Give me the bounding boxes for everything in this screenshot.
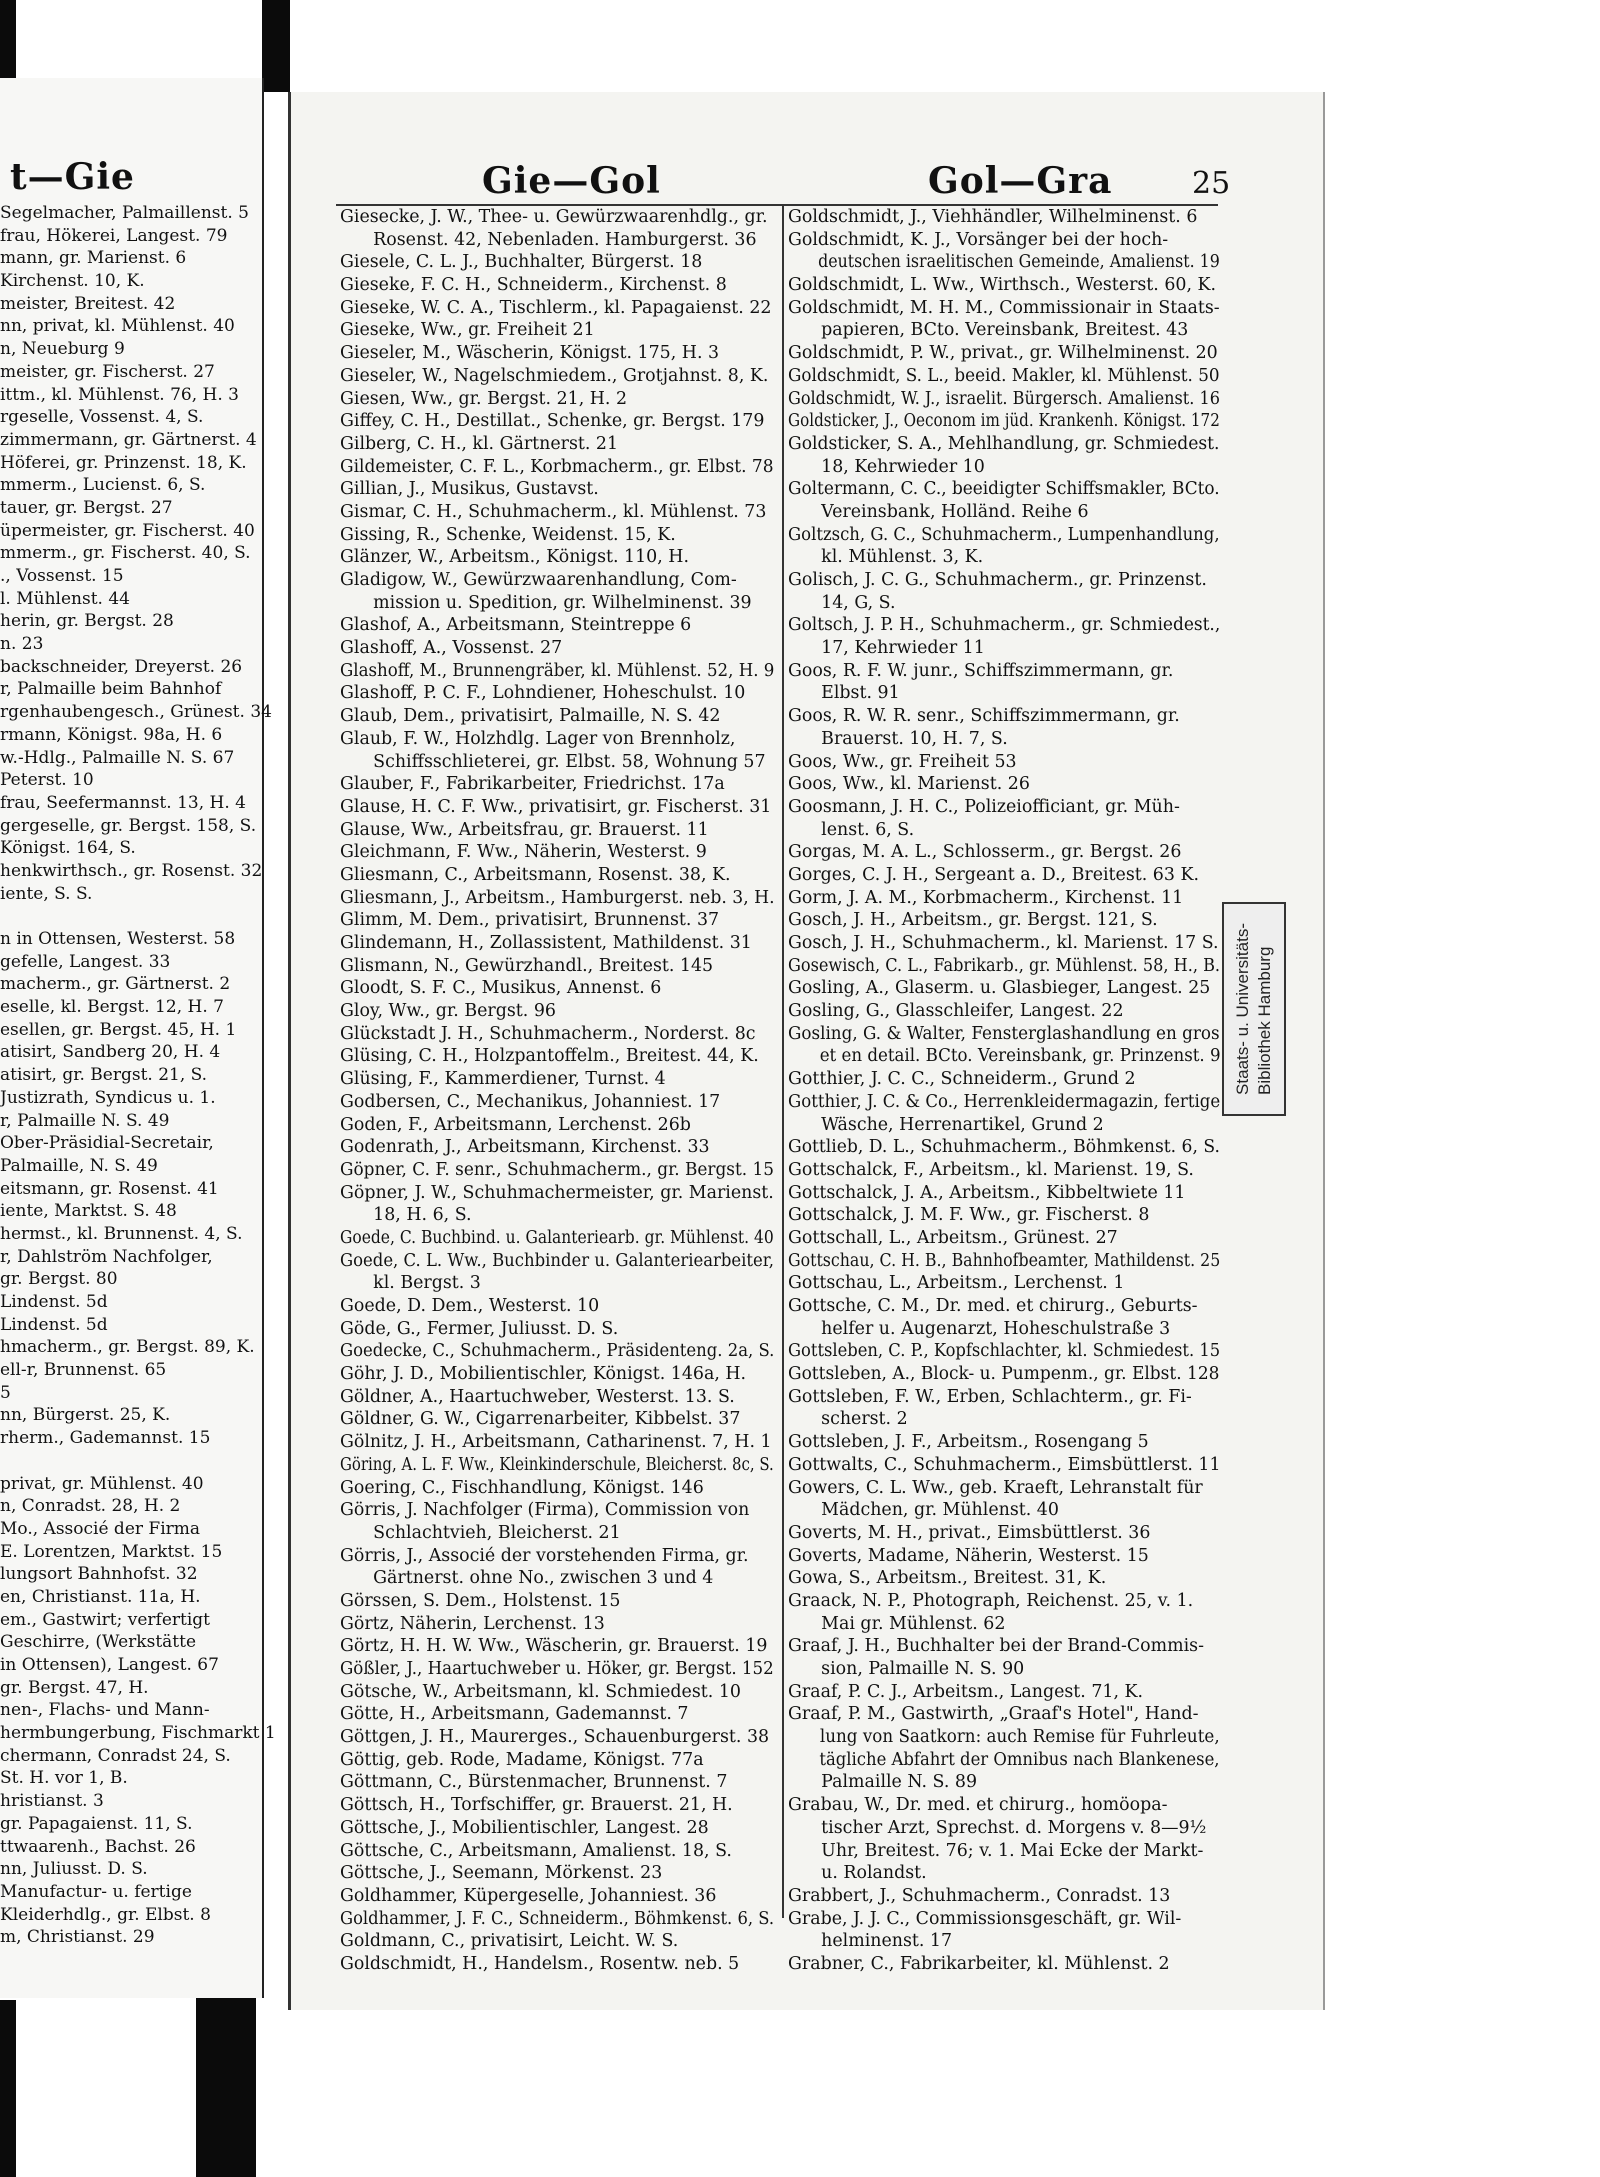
spine-shadow-bottom [196, 1998, 256, 2177]
directory-entry-line: Goltzsch, G. C., Schuhmacherm., Lumpenhandlung, [788, 524, 1220, 545]
header-left-range: Gie—Gol [482, 160, 661, 202]
directory-entry-line: Glashoff, M., Brunnengräber, kl. Mühlenst. 52, H. 9 [340, 660, 775, 681]
directory-entry-line: Göttig, geb. Rode, Madame, Königst. 77a [340, 1749, 704, 1770]
directory-entry-line: Graaf, J. H., Buchhalter bei der Brand-Commis- [788, 1636, 1204, 1657]
left-page-line: Segelmacher, Palmaillenst. 5 [0, 203, 249, 223]
directory-entry-line: Goosmann, J. H. C., Polizeiofficiant, gr. Müh- [788, 796, 1180, 817]
left-page-line: nn, Juliusst. D. S. [0, 1859, 148, 1880]
directory-entry-line: Gillian, J., Musikus, Gustavst. [340, 479, 599, 500]
directory-entry-line: Gottlieb, D. L., Schuhmacherm., Böhmkenst. 6, S. [788, 1137, 1220, 1158]
directory-entry-line: Goden, F., Arbeitsmann, Lerchenst. 26b [340, 1114, 691, 1135]
directory-entry-line: Gölnitz, J. H., Arbeitsmann, Catharinenst. 7, H. 1 [340, 1432, 772, 1453]
directory-entry-line: Glindemann, H., Zollassistent, Mathildenst. 31 [340, 933, 752, 953]
directory-entry-line: Göldner, A., Haartuchweber, Westerst. 13. S. [340, 1386, 735, 1407]
directory-entry-line: Goede, D. Dem., Westerst. 10 [340, 1296, 600, 1316]
header-right-range: Gol—Gra [928, 160, 1113, 202]
left-page-line: mmerm., gr. Fischerst. 40, S. [0, 543, 251, 564]
left-page-line: em., Gastwirt; verfertigt [0, 1609, 210, 1630]
directory-entry-line: Graaf, P. C. J., Arbeitsm., Langest. 71, K. [788, 1681, 1144, 1702]
left-page-line: atisirt, Sandberg 20, H. 4 [0, 1042, 221, 1063]
left-page-line: Manufactur- u. fertige [0, 1881, 192, 1902]
directory-entry-line: Gismar, C. H., Schuhmacherm., kl. Mühlenst. 73 [340, 501, 767, 522]
directory-entry-line: Glause, Ww., Arbeitsfrau, gr. Brauerst. 11 [340, 819, 709, 840]
left-page-line: rgenhaubengesch., Grünest. 34 [0, 702, 272, 723]
left-page-line: Peterst. 10 [0, 770, 94, 791]
directory-entry-line: Göhr, J. D., Mobilientischler, Königst. 146a, H. [340, 1364, 747, 1385]
left-page-line: Mo., Associé der Firma [0, 1518, 201, 1539]
directory-entry-line: Gliesmann, C., Arbeitsmann, Rosenst. 38, K. [340, 864, 731, 885]
left-page-line: gergeselle, gr. Bergst. 158, S. [0, 815, 257, 836]
directory-entry-line: Göring, A. L. F. Ww., Kleinkinderschule, Bleicherst. 8c, S. [340, 1454, 774, 1475]
directory-entry-line: Glaub, Dem., privatisirt, Palmaille, N. S. 42 [340, 706, 721, 727]
left-page-line: Königst. 164, S. [0, 838, 136, 859]
left-page-line: E. Lorentzen, Marktst. 15 [0, 1541, 223, 1562]
directory-entry-line: Göpner, J. W., Schuhmachermeister, gr. Marienst. [340, 1182, 774, 1203]
directory-entry-line: Gilberg, C. H., kl. Gärtnerst. 21 [340, 433, 619, 454]
directory-entry-line: Grabbert, J., Schuhmacherm., Conradst. 13 [788, 1885, 1171, 1906]
directory-entry-line: Goldhammer, J. F. C., Schneiderm., Böhmkenst. 6, S. [340, 1908, 775, 1929]
left-page-line: gefelle, Langest. 33 [0, 951, 171, 972]
directory-entry-line: Goldschmidt, H., Handelsm., Rosentw. neb. 5 [340, 1953, 740, 1974]
directory-entry-line: mission u. Spedition, gr. Wilhelminenst. 39 [340, 592, 752, 613]
scan-edge-bar-left-bottom [0, 2000, 16, 2177]
left-page-line: r, Dahlström Nachfolger, [0, 1246, 213, 1267]
left-page-line: ., Vossenst. 15 [0, 566, 124, 586]
directory-entry-line: Goverts, Madame, Näherin, Westerst. 15 [788, 1545, 1149, 1566]
left-page-line: gr. Papagaienst. 11, S. [0, 1813, 193, 1834]
left-page-line: Justizrath, Syndicus u. 1. [0, 1087, 216, 1108]
directory-entry-line: Glüsing, C. H., Holzpantoffelm., Breitest. 44, K. [340, 1046, 759, 1067]
left-page-line: Kleiderhdlg., gr. Elbst. 8 [0, 1904, 211, 1925]
directory-entry-line: Götte, H., Arbeitsmann, Gademannst. 7 [340, 1704, 689, 1725]
directory-entry-line: Gottsche, C. M., Dr. med. et chirurg., Geburts- [788, 1296, 1198, 1316]
directory-entry-line: Gottschau, C. H. B., Bahnhofbeamter, Mathildenst. 25 [788, 1250, 1221, 1271]
left-page-line: 5 [0, 1382, 11, 1403]
left-page-line [0, 1450, 276, 1473]
directory-entry-line: helminenst. 17 [788, 1931, 953, 1952]
stamp-line: Staats- u. Universitäts- [1233, 923, 1252, 1095]
directory-entry-line: Mädchen, gr. Mühlenst. 40 [788, 1500, 1059, 1521]
directory-entry-line: Goedecke, C., Schuhmacherm., Präsidenteng. 2a, S. [340, 1341, 775, 1362]
page-number: 25 [1192, 166, 1231, 201]
left-page-line: privat, gr. Mühlenst. 40 [0, 1473, 204, 1494]
directory-entry-line: lenst. 6, S. [788, 819, 915, 840]
directory-entry-line: Glückstadt J. H., Schuhmacherm., Norderst. 8c [340, 1023, 756, 1044]
left-page-line: Ober-Präsidial-Secretair, [0, 1133, 214, 1154]
directory-entry-line: Glüsing, F., Kammerdiener, Turnst. 4 [340, 1069, 666, 1090]
directory-entry-line: Giesen, Ww., gr. Bergst. 21, H. 2 [340, 388, 628, 409]
directory-entry-line: Glashof, A., Arbeitsmann, Steintreppe 6 [340, 615, 692, 636]
directory-entry-line: u. Rolandst. [788, 1863, 927, 1884]
directory-entry-line: papieren, BCto. Vereinsbank, Breitest. 43 [788, 320, 1189, 341]
left-page [0, 78, 276, 1998]
directory-entry-line: Gieseke, Ww., gr. Freiheit 21 [340, 320, 595, 341]
left-page-line: üpermeister, gr. Fischerst. 40 [0, 520, 255, 541]
left-page-line: tauer, gr. Bergst. 27 [0, 497, 173, 518]
left-page-line: iente, Marktst. S. 48 [0, 1201, 177, 1222]
directory-entry-line: Gorgas, M. A. L., Schlosserm., gr. Bergst. 26 [788, 842, 1182, 863]
left-page-line: hermbungerbung, Fischmarkt 1 [0, 1723, 276, 1744]
directory-entry-line: tägliche Abfahrt der Omnibus nach Blankenese, [788, 1749, 1220, 1770]
directory-entry-line: Gottwalts, C., Schuhmacherm., Eimsbüttlerst. 11 [788, 1454, 1221, 1475]
directory-entry-line: Grabe, J. J. C., Commissionsgeschäft, gr. Wil- [788, 1908, 1182, 1929]
directory-entry-line: Gottschall, L., Arbeitsm., Grünest. 27 [788, 1227, 1118, 1248]
left-page-line: gr. Bergst. 80 [0, 1269, 118, 1290]
directory-entry-line: et en detail. BCto. Vereinsbank, gr. Prinzenst. 9 [788, 1046, 1221, 1067]
left-page-header: t—Gie [10, 156, 135, 198]
directory-entry-line: Elbst. 91 [788, 683, 900, 704]
directory-entry-line: Goverts, M. H., privat., Eimsbüttlerst. 36 [788, 1522, 1151, 1543]
directory-entry-line: Gissing, R., Schenke, Weidenst. 15, K. [340, 524, 676, 545]
directory-entry-line: Schlachtvieh, Bleicherst. 21 [340, 1522, 621, 1543]
directory-entry-line: Uhr, Breitest. 76; v. 1. Mai Ecke der Markt- [788, 1840, 1204, 1861]
directory-entry-line: Gotthier, J. C. & Co., Herrenkleidermagazin, fertige [788, 1091, 1221, 1112]
stamp-line: Bibliothek Hamburg [1255, 946, 1274, 1095]
directory-entry-line: Gottschalck, J. M. F. Ww., gr. Fischerst. 8 [788, 1205, 1150, 1226]
directory-entry-line: Goldmann, C., privatisirt, Leicht. W. S. [340, 1931, 679, 1952]
directory-entry-line: Godbersen, C., Mechanikus, Johanniest. 17 [340, 1091, 721, 1112]
left-page-line: macherm., gr. Gärtnerst. 2 [0, 974, 231, 995]
directory-entry-line: Göttsche, C., Arbeitsmann, Amalienst. 18, S. [340, 1840, 732, 1861]
directory-entry-line: kl. Mühlenst. 3, K. [788, 547, 984, 568]
library-stamp [1222, 902, 1286, 1116]
directory-entry-line: Goldschmidt, K. J., Vorsänger bei der hoch- [788, 229, 1169, 250]
left-page-line: atisirt, gr. Bergst. 21, S. [0, 1065, 208, 1086]
directory-entry-line: Gotthier, J. C. C., Schneiderm., Grund 2 [788, 1069, 1136, 1090]
directory-entry-line: Goos, R. W. R. senr., Schiffszimmermann, gr. [788, 706, 1180, 727]
directory-entry-line: Goldschmidt, W. J., israelit. Bürgersch. Amalienst. 16 [788, 388, 1220, 409]
left-page-line: gr. Bergst. 47, H. [0, 1677, 149, 1698]
directory-entry-line: Gieseke, F. C. H., Schneiderm., Kirchenst. 8 [340, 275, 727, 296]
left-page-line: meister, gr. Fischerst. 27 [0, 361, 215, 382]
left-page-line: hermst., kl. Brunnenst. 4, S. [0, 1223, 243, 1244]
entries-column-left [340, 206, 774, 1976]
directory-entry-line: Goldschmidt, S. L., beeid. Makler, kl. Mühlenst. 50 [788, 365, 1220, 386]
left-page-line: l. Mühlenst. 44 [0, 588, 130, 609]
left-page-line: St. H. vor 1, B. [0, 1768, 128, 1789]
directory-entry-line: Göpner, C. F. senr., Schuhmacherm., gr. Bergst. 15 [340, 1159, 774, 1180]
directory-entry-line: Gowers, C. L. Ww., geb. Kraeft, Lehranstalt für [788, 1477, 1203, 1498]
left-page-line: herin, gr. Bergst. 28 [0, 611, 174, 632]
directory-entry-line: Glashoff, A., Vossenst. 27 [340, 638, 563, 659]
directory-entry-line: Grabau, W., Dr. med. et chirurg., homöopa- [788, 1795, 1168, 1816]
directory-entry-line: Gosling, A., Glaserm. u. Glasbieger, Langest. 25 [788, 978, 1211, 999]
directory-entry-line: Goldschmidt, P. W., privat., gr. Wilhelminenst. 20 [788, 343, 1218, 364]
directory-entry-line: Göttmann, C., Bürstenmacher, Brunnenst. 7 [340, 1772, 728, 1793]
directory-entry-line: Gieseke, W. C. A., Tischlerm., kl. Papagaienst. 22 [340, 297, 772, 318]
directory-entry-line: Gosch, J. H., Schuhmacherm., kl. Marienst. 17 S. [788, 933, 1219, 953]
directory-entry-line: Gloy, Ww., gr. Bergst. 96 [340, 1001, 556, 1022]
directory-entry-line: Goldschmidt, L. Ww., Wirthsch., Westerst. 60, K. [788, 275, 1217, 296]
left-page-line: Palmaille, N. S. 49 [0, 1155, 158, 1176]
directory-entry-line: Gowa, S., Arbeitsm., Breitest. 31, K. [788, 1568, 1107, 1589]
left-page-line: r, Palmaille beim Bahnhof [0, 679, 222, 700]
column-divider [782, 206, 784, 1918]
directory-entry-line: Goos, Ww., gr. Freiheit 53 [788, 751, 1017, 772]
left-page-line [0, 905, 276, 928]
directory-entry-line: Glashoff, P. C. F., Lohndiener, Hoheschulst. 10 [340, 683, 746, 704]
left-page-line: n, Neueburg 9 [0, 339, 125, 360]
left-page-line: frau, Hökerei, Langest. 79 [0, 225, 228, 246]
left-page-line: meister, Breitest. 42 [0, 293, 176, 314]
directory-entry-line: kl. Bergst. 3 [340, 1273, 481, 1294]
directory-entry-line: Graack, N. P., Photograph, Reichenst. 25, v. 1. [788, 1590, 1194, 1611]
directory-entry-line: Gottsleben, A., Block- u. Pumpenm., gr. Elbst. 128 [788, 1364, 1220, 1385]
left-page-line: n, Conradst. 28, H. 2 [0, 1496, 181, 1517]
left-page-line: in Ottensen), Langest. 67 [0, 1655, 219, 1675]
directory-entry-line: 17, Kehrwieder 11 [788, 638, 985, 659]
left-page-line: n. 23 [0, 634, 44, 655]
directory-entry-line: Görris, J., Associé der vorstehenden Firma, gr. [340, 1545, 749, 1566]
left-page-line: rmann, Königst. 98a, H. 6 [0, 724, 223, 745]
left-page-line: w.-Hdlg., Palmaille N. S. 67 [0, 747, 235, 768]
directory-entry-line: Gottsleben, C. P., Kopfschlachter, kl. Schmiedest. 15 [788, 1341, 1221, 1362]
directory-entry-line: Giffey, C. H., Destillat., Schenke, gr. Bergst. 179 [340, 411, 765, 432]
directory-entry-line: Glänzer, W., Arbeitsm., Königst. 110, H. [340, 547, 689, 568]
left-page-line: ttwaarenh., Bachst. 26 [0, 1836, 196, 1857]
directory-entry-line: Goldschmidt, J., Viehhändler, Wilhelminenst. 6 [788, 207, 1198, 227]
left-page-line: rgeselle, Vossenst. 4, S. [0, 407, 204, 428]
directory-entry-line: Schiffsschlieterei, gr. Elbst. 58, Wohnung 57 [340, 751, 766, 772]
directory-entry-line: Gärtnerst. ohne No., zwischen 3 und 4 [340, 1568, 714, 1589]
directory-entry-line: Grabner, C., Fabrikarbeiter, kl. Mühlenst. 2 [788, 1953, 1170, 1974]
directory-entry-line: Gloodt, S. F. C., Musikus, Annenst. 6 [340, 978, 662, 999]
directory-entry-line: scherst. 2 [788, 1409, 908, 1430]
directory-entry-line: Wäsche, Herrenartikel, Grund 2 [788, 1114, 1104, 1135]
directory-entry-line: Glaub, F. W., Holzhdlg. Lager von Brennholz, [340, 728, 736, 749]
left-page-line: iente, S. S. [0, 883, 93, 904]
left-page-line: Kirchenst. 10, K. [0, 271, 145, 292]
directory-entry-line: lung von Saatkorn: auch Remise für Fuhrleute, [788, 1727, 1220, 1748]
directory-entry-line: Mai gr. Mühlenst. 62 [788, 1613, 1006, 1634]
left-page-line: ittm., kl. Mühlenst. 76, H. 3 [0, 384, 239, 405]
left-page-line: mmerm., Lucienst. 6, S. [0, 475, 206, 496]
directory-entry-line: Goltsch, J. P. H., Schuhmacherm., gr. Schmiedest., [788, 615, 1221, 636]
directory-entry-line: Gieseler, W., Nagelschmiedem., Grotjahnst. 8, K. [340, 365, 769, 386]
left-page-line: hmacherm., gr. Bergst. 89, K. [0, 1337, 255, 1358]
directory-entry-line: Gildemeister, C. F. L., Korbmacherm., gr. Elbst. 78 [340, 456, 774, 477]
directory-entry-line: Gleichmann, F. Ww., Näherin, Westerst. 9 [340, 842, 707, 863]
directory-entry-line: Goldsticker, J., Oeconom im jüd. Krankenh. Königst. 172 [788, 411, 1220, 432]
left-page-line: nn, Bürgerst. 25, K. [0, 1405, 171, 1426]
left-page-line: r, Palmaille N. S. 49 [0, 1110, 170, 1131]
directory-entry-line: Goltermann, C. C., beeidigter Schiffsmakler, BCto. [788, 479, 1220, 500]
directory-entry-line: Goede, C. Buchbind. u. Galanteriearb. gr. Mühlenst. 40 [340, 1227, 774, 1248]
directory-entry-line: Gosch, J. H., Arbeitsm., gr. Bergst. 121, S. [788, 910, 1158, 931]
directory-entry-line: Göttsch, H., Torfschiffer, gr. Brauerst. 21, H. [340, 1795, 733, 1816]
directory-entry-line: Rosenst. 42, Nebenladen. Hamburgerst. 36 [340, 229, 757, 250]
directory-entry-line: Giesecke, J. W., Thee- u. Gewürzwaarenhdlg., gr. [340, 207, 768, 227]
directory-entry-line: Goldsticker, S. A., Mehlhandlung, gr. Schmiedest. [788, 433, 1220, 454]
directory-entry-line: Graaf, P. M., Gastwirth, „Graaf's Hotel", Hand- [788, 1704, 1199, 1725]
directory-entry-line: Gieseler, M., Wäscherin, Königst. 175, H. 3 [340, 343, 720, 364]
left-page-line: rherm., Gademannst. 15 [0, 1428, 211, 1449]
directory-entry-line: Göttgen, J. H., Maurerges., Schauenburgerst. 38 [340, 1727, 770, 1748]
directory-entry-line: Göttsche, J., Seemann, Mörkenst. 23 [340, 1863, 663, 1884]
directory-entry-line: deutschen israelitischen Gemeinde, Amalienst. 19 [788, 252, 1220, 273]
directory-entry-line: Gottschalck, J. A., Arbeitsm., Kibbeltwiete 11 [788, 1182, 1186, 1203]
left-page-line: Höferei, gr. Prinzenst. 18, K. [0, 452, 247, 473]
left-page-line: lungsort Bahnhofst. 32 [0, 1564, 198, 1585]
directory-entry-line: Göttsche, J., Mobilientischler, Langest. 28 [340, 1817, 709, 1838]
directory-entry-line: Giesele, C. L. J., Buchhalter, Bürgerst. 18 [340, 252, 703, 273]
left-page-line: eselle, kl. Bergst. 12, H. 7 [0, 997, 224, 1018]
directory-entry-line: Gosewisch, C. L., Fabrikarb., gr. Mühlenst. 58, H., B. [788, 955, 1221, 976]
directory-entry-line: Golisch, J. C. G., Schuhmacherm., gr. Prinzenst. [788, 570, 1207, 590]
left-page-line: en, Christianst. 11a, H. [0, 1586, 201, 1607]
directory-entry-line: Brauerst. 10, H. 7, S. [788, 728, 1008, 749]
directory-entry-line: Görtz, Näherin, Lerchenst. 13 [340, 1613, 605, 1634]
directory-entry-line: Godenrath, J., Arbeitsmann, Kirchenst. 33 [340, 1137, 710, 1158]
left-page-line: henkwirthsch., gr. Rosenst. 32 [0, 860, 263, 881]
left-page-line: mann, gr. Marienst. 6 [0, 248, 187, 269]
left-page-line: ell-r, Brunnenst. 65 [0, 1360, 167, 1381]
directory-entry-line: Görris, J. Nachfolger (Firma), Commission von [340, 1500, 750, 1521]
directory-entry-line: Gosling, G. & Walter, Fensterglashandlung en gros [788, 1023, 1220, 1044]
directory-entry-line: Goldhammer, Küpergeselle, Johanniest. 36 [340, 1885, 717, 1906]
left-page-line: esellen, gr. Bergst. 45, H. 1 [0, 1019, 237, 1040]
library-stamp-text [1232, 923, 1276, 1095]
left-page-line: n in Ottensen, Westerst. 58 [0, 929, 236, 949]
directory-entry-line: 14, G, S. [788, 592, 896, 613]
entries-column-right [788, 206, 1220, 1976]
directory-entry-line: Gottsleben, J. F., Arbeitsm., Rosengang 5 [788, 1432, 1149, 1453]
directory-entry-line: Gorges, C. J. H., Sergeant a. D., Breitest. 63 K. [788, 864, 1199, 885]
spine-shadow-top [262, 0, 290, 92]
directory-entry-line: Gößler, J., Haartuchweber u. Höker, gr. Bergst. 152 [340, 1659, 774, 1679]
directory-entry-line: Göldner, G. W., Cigarrenarbeiter, Kibbelst. 37 [340, 1409, 741, 1430]
directory-entry-line: Gottsleben, F. W., Erben, Schlachterm., gr. Fi- [788, 1386, 1192, 1407]
directory-entry-line: tischer Arzt, Sprechst. d. Morgens v. 8—9½ [788, 1817, 1207, 1838]
directory-entry-line: Görtz, H. H. W. Ww., Wäscherin, gr. Brauerst. 19 [340, 1636, 768, 1657]
directory-entry-line: Glimm, M. Dem., privatisirt, Brunnenst. 37 [340, 910, 720, 931]
directory-entry-line: Görssen, S. Dem., Holstenst. 15 [340, 1590, 621, 1611]
directory-entry-line: Glauber, F., Fabrikarbeiter, Friedrichst. 17a [340, 774, 725, 795]
directory-entry-line: Gottschalck, F., Arbeitsm., kl. Marienst. 19, S. [788, 1159, 1194, 1180]
directory-entry-line: Glause, H. C. F. Ww., privatisirt, gr. Fischerst. 31 [340, 796, 772, 817]
left-page-line: hristianst. 3 [0, 1791, 104, 1812]
left-page-line: nen-, Flachs- und Mann- [0, 1700, 210, 1721]
left-page-line: eitsmann, gr. Rosenst. 41 [0, 1178, 219, 1199]
directory-entry-line: Glismann, N., Gewürzhandl., Breitest. 145 [340, 955, 714, 976]
left-page-line: chermann, Conradst 24, S. [0, 1745, 231, 1766]
directory-entry-line: Gliesmann, J., Arbeitsm., Hamburgerst. neb. 3, H. [340, 887, 775, 908]
left-page-line: Lindenst. 5d [0, 1314, 108, 1335]
directory-entry-line: Göde, G., Fermer, Juliusst. D. S. [340, 1318, 619, 1339]
directory-entry-line: Gladigow, W., Gewürzwaarenhandlung, Com- [340, 570, 737, 590]
directory-entry-line: 18, H. 6, S. [340, 1205, 472, 1226]
left-page-line: zimmermann, gr. Gärtnerst. 4 [0, 429, 257, 450]
left-page-column [0, 202, 276, 1949]
left-page-line: Lindenst. 5d [0, 1292, 108, 1312]
directory-entry-line: 18, Kehrwieder 10 [788, 456, 985, 477]
directory-entry-line: Goldschmidt, M. H. M., Commissionair in Staats- [788, 297, 1220, 318]
left-page-line: frau, Seefermannst. 13, H. 4 [0, 792, 246, 813]
directory-entry-line: Goos, Ww., kl. Marienst. 26 [788, 774, 1030, 795]
directory-entry-line: Goering, C., Fischhandlung, Königst. 146 [340, 1477, 704, 1498]
left-page-line: backschneider, Dreyerst. 26 [0, 656, 243, 677]
directory-entry-line: Götsche, W., Arbeitsmann, kl. Schmiedest. 10 [340, 1681, 741, 1702]
directory-entry-line: Gottschau, L., Arbeitsm., Lerchenst. 1 [788, 1273, 1125, 1294]
directory-entry-line: Gosling, G., Glasschleifer, Langest. 22 [788, 1001, 1124, 1022]
directory-entry-line: Goos, R. F. W. junr., Schiffszimmermann, gr. [788, 660, 1174, 681]
directory-entry-line: Goede, C. L. Ww., Buchbinder u. Galanteriearbeiter, [340, 1250, 775, 1271]
directory-entry-line: Gorm, J. A. M., Korbmacherm., Kirchenst. 11 [788, 887, 1184, 908]
directory-entry-line: helfer u. Augenarzt, Hoheschulstraße 3 [788, 1318, 1171, 1339]
directory-entry-line: Palmaille N. S. 89 [788, 1772, 978, 1793]
left-page-line: nn, privat, kl. Mühlenst. 40 [0, 316, 235, 337]
left-page-line: m, Christianst. 29 [0, 1927, 155, 1948]
left-page-line: Geschirre, (Werkstätte [0, 1632, 197, 1653]
directory-entry-line: Vereinsbank, Holländ. Reihe 6 [788, 501, 1089, 522]
directory-entry-line: sion, Palmaille N. S. 90 [788, 1659, 1025, 1679]
